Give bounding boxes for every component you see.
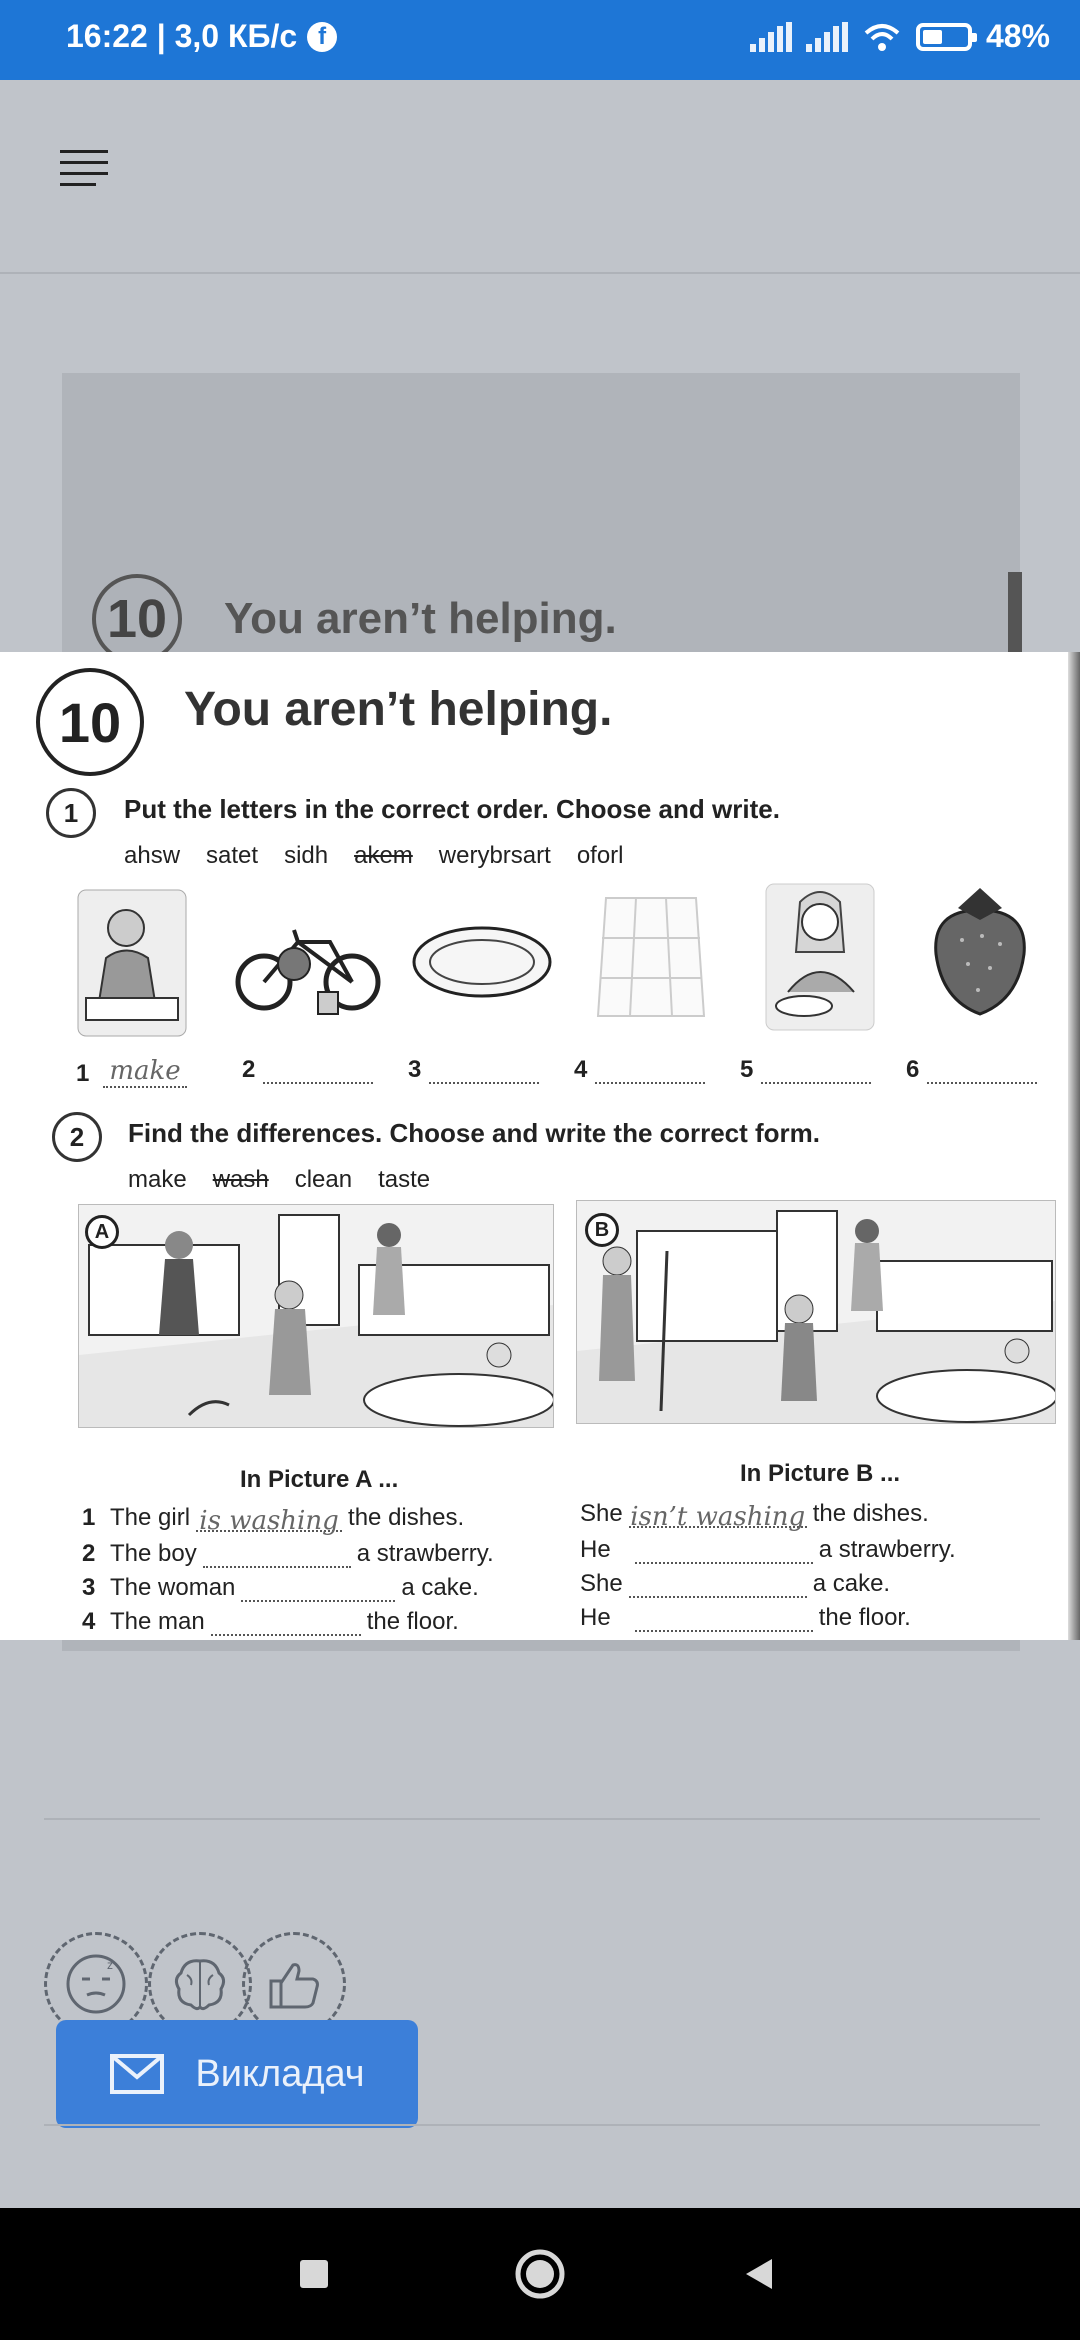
ghost-unit-header [92,568,1012,658]
a-sentence-3: 3 The woman a cake. [82,1574,479,1601]
a-answer-2[interactable] [203,1542,351,1568]
word: taste [378,1166,431,1193]
answer-2[interactable]: 2 [242,1056,373,1084]
sleepy-face-icon [65,1953,127,2015]
unit-number: 10 [36,668,144,776]
exercise-1-answers [76,1056,1056,1096]
kitchen-scene-a-icon [79,1205,553,1427]
battery-percent: 48% [985,18,1050,54]
b-answer-1[interactable]: isn’t washing [630,1502,806,1532]
word: clean [294,1166,353,1193]
exercise-2-word-bank [128,1166,430,1194]
exercise-1-number: 1 [46,788,96,838]
a-answer-3[interactable] [241,1576,395,1602]
answer-4[interactable]: 4 [574,1056,705,1084]
b-answer-4[interactable] [635,1606,813,1632]
girl-drawing-icon [76,888,188,1038]
svg-text:z: z [107,1958,113,1972]
word: sidh [284,842,329,869]
a-answer-4[interactable] [211,1610,361,1636]
unit-title: You aren’t helping. [184,683,613,736]
exercise-2-number: 2 [52,1112,102,1162]
answer-3[interactable]: 3 [408,1056,539,1084]
picture-a-label: A [85,1215,119,1249]
ghost-unit-number: 10 [92,574,182,664]
word-struck: akem [354,842,413,869]
recents-icon[interactable] [298,2258,330,2290]
answer-1[interactable]: 1 make [76,1056,187,1088]
a-sentence-4: 4 The man the floor. [82,1608,459,1635]
answer-1-value: make [103,1056,186,1088]
worksheet-image[interactable] [0,652,1080,1640]
teacher-button[interactable] [56,2020,418,2128]
signal-icon-2 [806,22,848,52]
word: oforl [576,842,624,869]
word: ahsw [124,842,181,869]
battery-icon [916,23,972,51]
strawberry-icon [928,880,1032,1016]
exercise-1-instruction: Put the letters in the correct order. Choose and write. [124,794,780,824]
exercise-2-instruction: Find the differences. Choose and write the correct form. [128,1118,821,1148]
ghost-page-edge [1008,572,1022,652]
answer-5[interactable]: 5 [740,1056,871,1084]
mail-icon [109,2053,165,2095]
status-time: 16:22 | 3,0 КБ/с [66,18,298,54]
word: werybrsart [438,842,551,869]
menu-icon[interactable] [60,150,130,210]
exercise-1-word-bank [124,842,624,870]
b-answer-2[interactable] [635,1538,813,1564]
picture-a-heading: In Picture A ... [240,1466,399,1493]
wifi-icon [862,21,902,53]
a-sentence-2: 2 The boy a strawberry. [82,1540,494,1567]
status-bar [0,0,1080,80]
picture-b-kitchen [576,1200,1056,1424]
navigation-bar [0,2208,1080,2340]
header-divider [0,272,1080,274]
word: make [128,1166,187,1193]
footer-divider [44,2124,1040,2126]
kitchen-scene-b-icon [577,1201,1055,1423]
content-divider [44,1818,1040,1820]
a-answer-1[interactable]: is washing [196,1506,342,1532]
ghost-unit-title: You aren’t helping. [224,594,617,643]
a-sentence-1: 1 The girl is washing the dishes. [82,1504,465,1536]
b-sentence-3: She a cake. [580,1570,891,1597]
thumbs-up-icon [263,1953,325,2015]
b-sentence-2: He a strawberry. [580,1536,956,1563]
back-icon[interactable] [742,2256,778,2292]
floor-tiles-icon [596,888,706,1018]
b-sentence-4: He the floor. [580,1604,911,1631]
picture-b-label: B [585,1213,619,1247]
picture-a-kitchen [78,1204,554,1428]
girl-eating-icon [764,882,876,1032]
word-struck: wash [212,1166,269,1193]
brain-icon [169,1953,231,2015]
home-icon[interactable] [514,2248,566,2300]
signal-icon [750,22,792,52]
bicycle-icon [234,902,384,1022]
teacher-button-label: Викладач [195,2052,365,2095]
facebook-icon: f [307,22,337,52]
answer-6[interactable]: 6 [906,1056,1037,1084]
b-sentence-1: She isn’t washing the dishes. [580,1500,929,1532]
plate-icon [410,922,554,1002]
word: satet [206,842,259,869]
picture-b-heading: In Picture B ... [740,1460,901,1487]
b-answer-3[interactable] [629,1572,807,1598]
